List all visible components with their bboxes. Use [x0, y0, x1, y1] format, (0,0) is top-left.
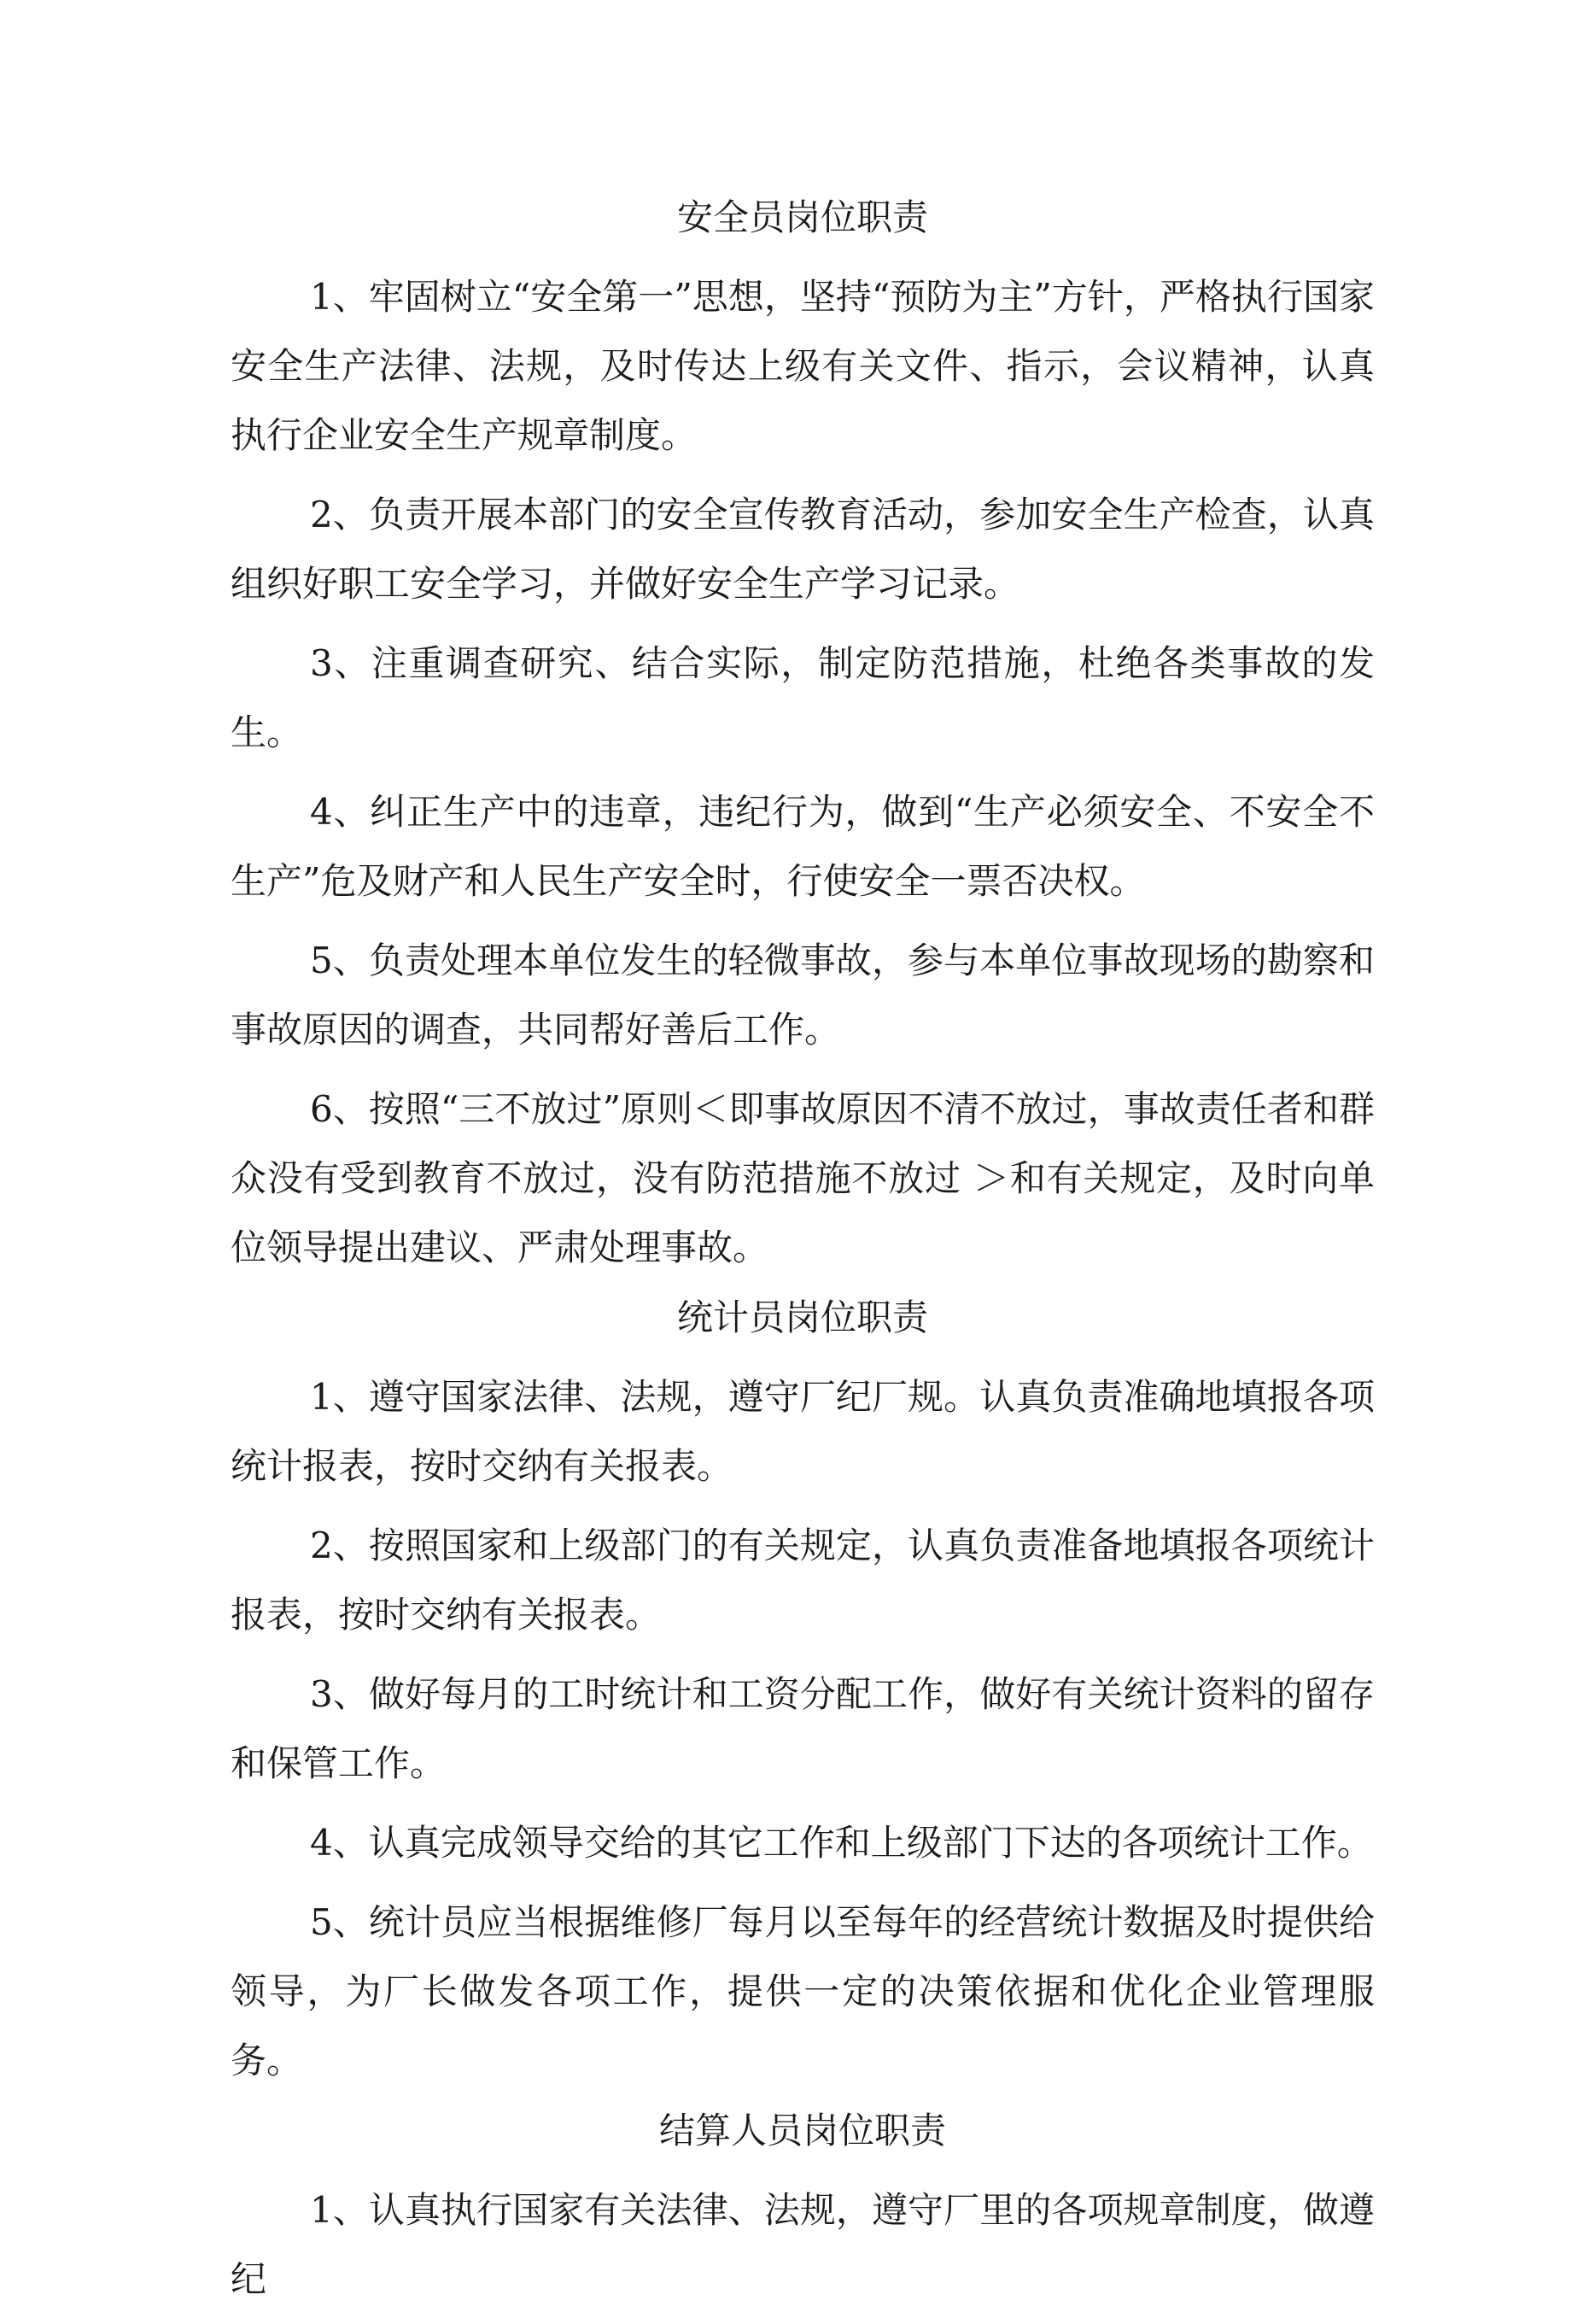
paragraph: 1、遵守国家法律、法规，遵守厂纪厂规。认真负责准确地填报各项统计报表，按时交纳有关报表。: [231, 1376, 1375, 1487]
section-title: 安全员岗位职责: [676, 196, 928, 238]
document-page: [231, 192, 1375, 2324]
paragraph: 3、注重调查研究、结合实际，制定防范措施，杜绝各类事故的发生。: [231, 642, 1375, 753]
paragraph: 3、做好每月的工时统计和工资分配工作，做好有关统计资料的留存和保管工作。: [231, 1673, 1375, 1784]
paragraph: 5、统计员应当根据维修厂每月以至每年的经营统计数据及时提供给领导，为厂长做发各项工作，提供一定的决策依据和优化企业管理服务。: [231, 1901, 1375, 2081]
paragraph: 2、按照国家和上级部门的有关规定，认真负责准备地填报各项统计报表，按时交纳有关报表。: [231, 1525, 1375, 1636]
paragraph: 6、按照“三不放过”原则＜即事故原因不清不放过，事故责任者和群众没有受到教育不放过，没有防范措施不放过 ＞和有关规定，及时向单位领导提出建议、严肃处理事故。: [231, 1088, 1375, 1268]
paragraph: 2、负责开展本部门的安全宣传教育活动，参加安全生产检查，认真组织好职工安全学习，并做好安全生产学习记录。: [231, 494, 1375, 605]
section-safety-officer: [231, 192, 1375, 1282]
section-title: 统计员岗位职责: [676, 1297, 928, 1338]
section-title: 结算人员岗位职责: [658, 2110, 946, 2151]
paragraph: 4、认真完成领导交给的其它工作和上级部门下达的各项统计工作。: [310, 1822, 1373, 1864]
section-statistician: [231, 1292, 1375, 2095]
paragraph: 1、认真执行国家有关法律、法规，遵守厂里的各项规章制度，做遵纪: [231, 2189, 1375, 2300]
paragraph: 5、负责处理本单位发生的轻微事故，参与本单位事故现场的勘察和事故原因的调查，共同帮好善后工作。: [231, 940, 1375, 1051]
paragraph: 4、纠正生产中的违章，违纪行为，做到“生产必须安全、不安全不生产”危及财产和人民生产安全时，行使安全一票否决权。: [231, 791, 1375, 902]
paragraph: 1、牢固树立“安全第一”思想，坚持“预防为主”方针，严格执行国家安全生产法律、法规，及时传达上级有关文件、指示，会议精神，认真执行企业安全生产规章制度。: [231, 276, 1375, 456]
section-settlement-staff: [231, 2105, 1375, 2314]
